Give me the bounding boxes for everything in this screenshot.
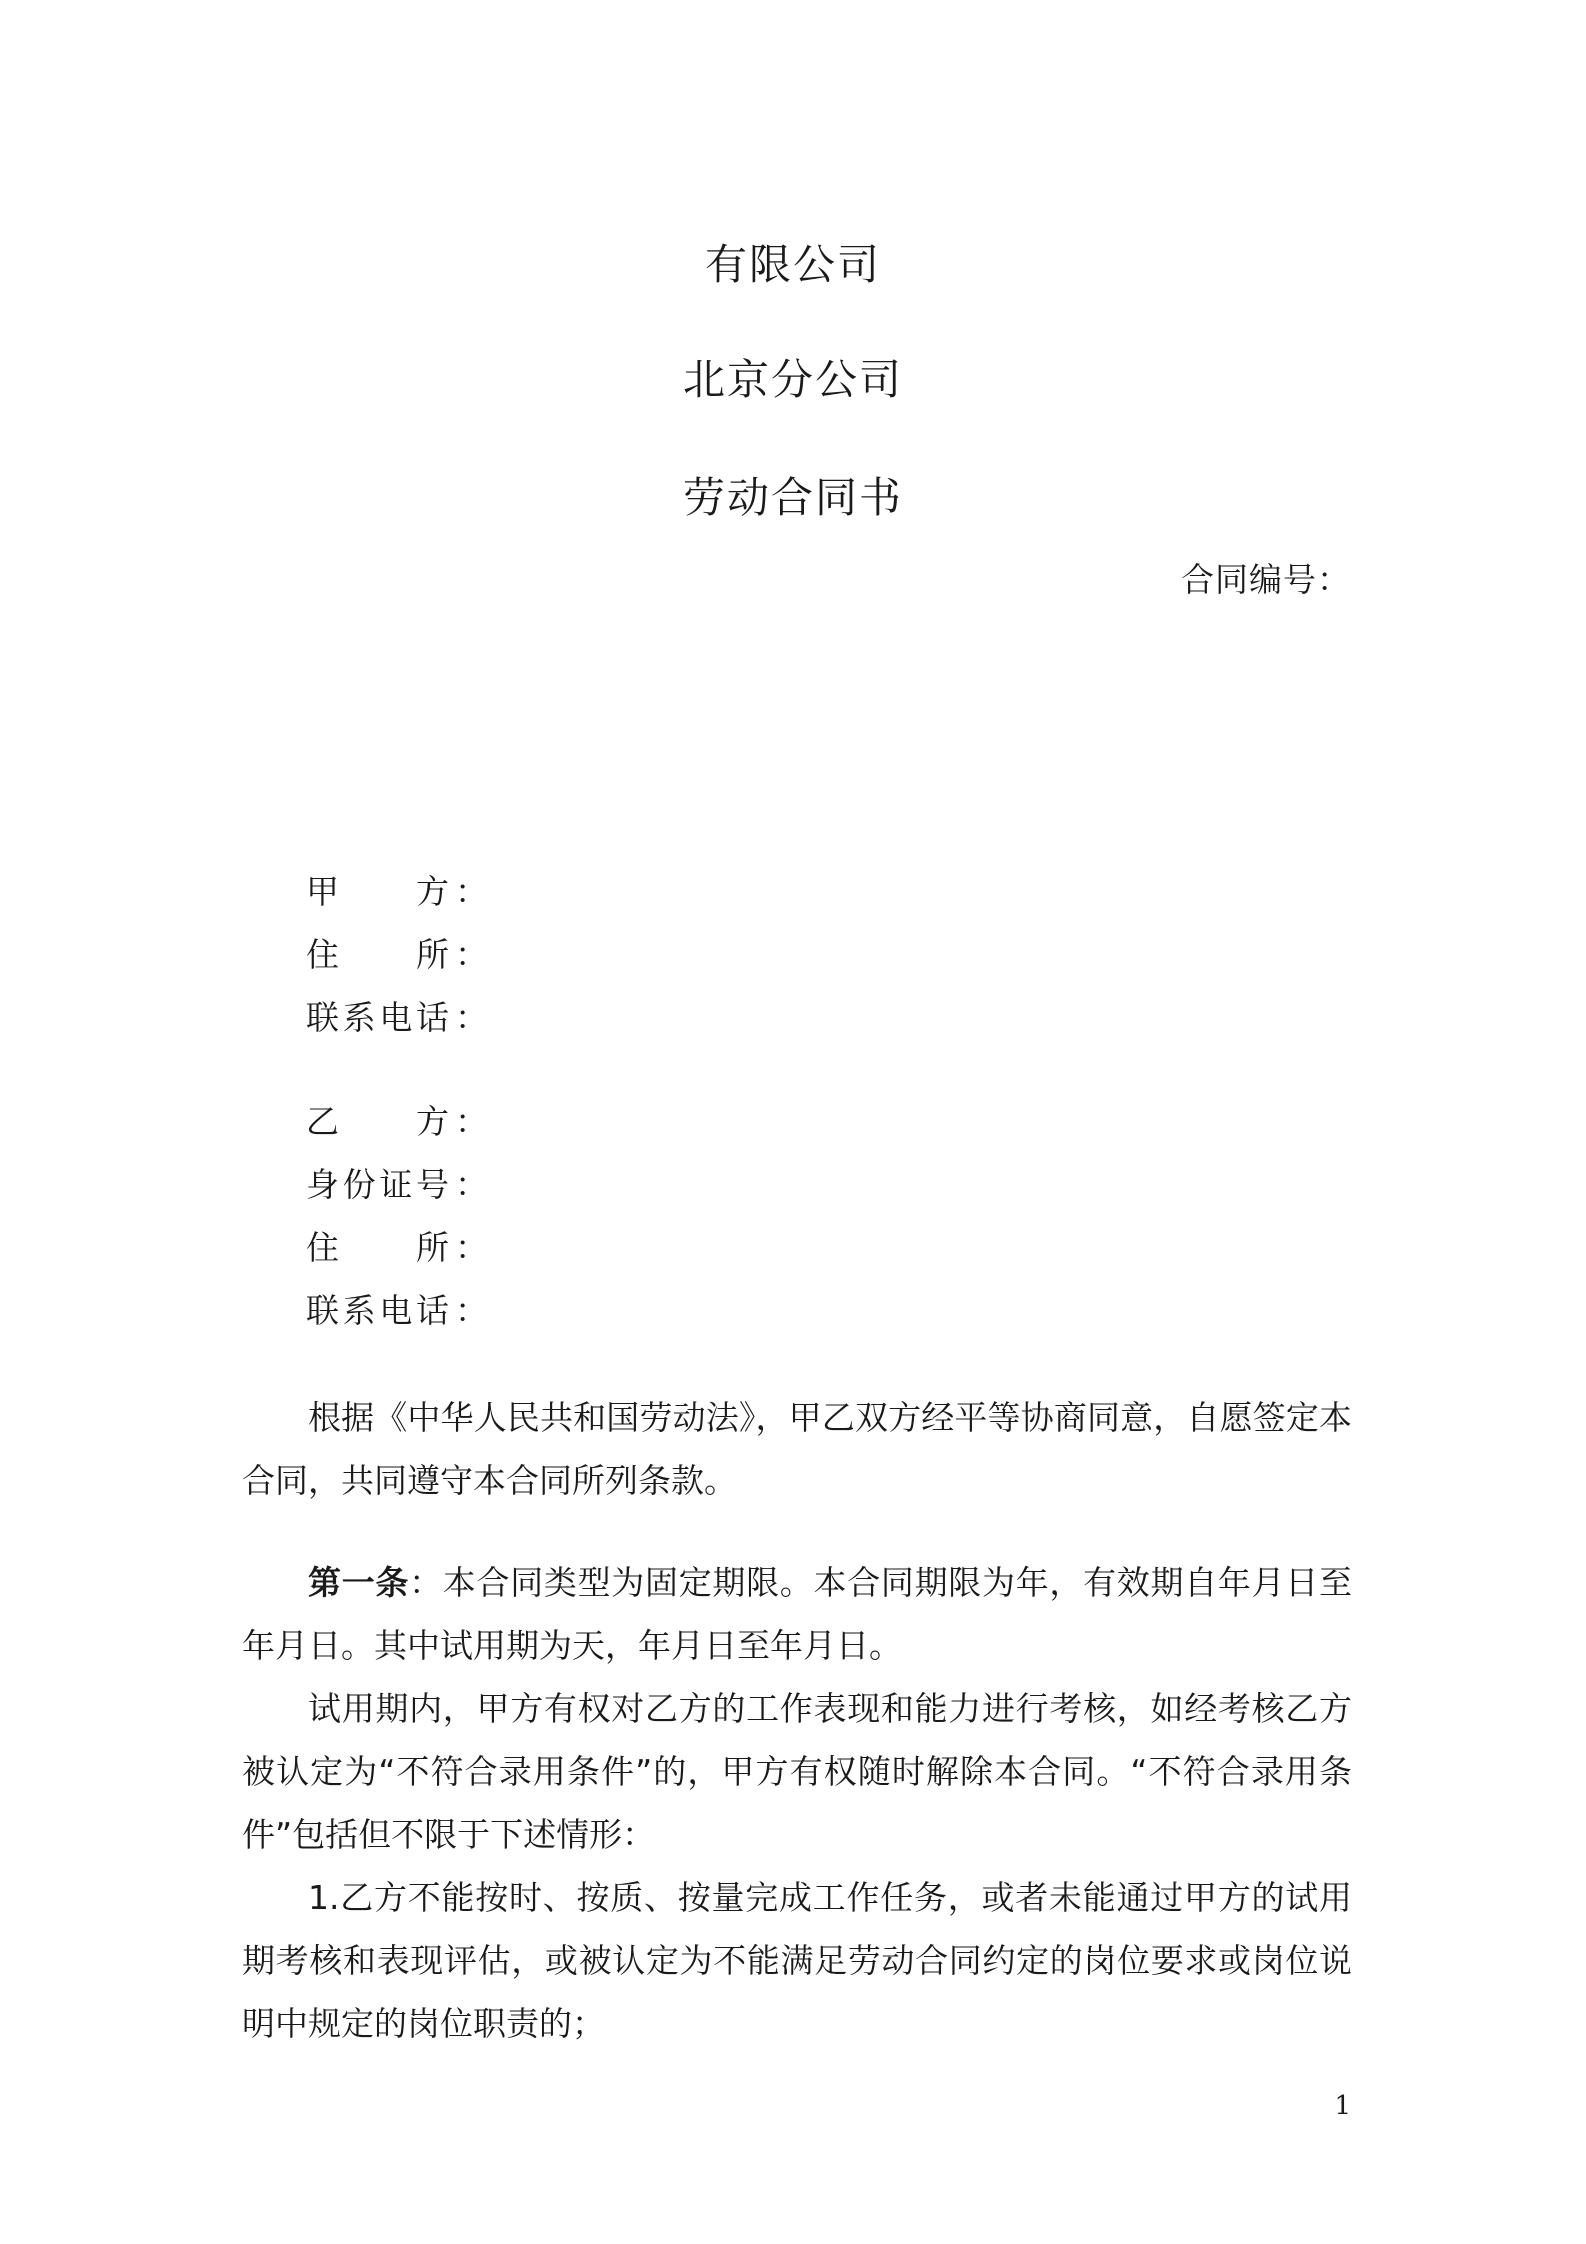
colon: ：: [455, 935, 488, 974]
party-a-phone-label: 联系电话: [306, 998, 449, 1037]
article-1-text: ：本合同类型为固定期限。本合同期限为年，有效期自年月日至年月日。其中试用期为天，年月日至年月日。: [242, 1563, 1353, 1665]
party-b-name-label: 乙方: [306, 1102, 449, 1141]
contract-number-label: 合同编号：: [1181, 560, 1351, 599]
page-number: 1: [1334, 2091, 1351, 2121]
colon: ：: [455, 1102, 488, 1141]
colon: ：: [455, 998, 488, 1037]
colon: ：: [455, 1165, 488, 1204]
company-name: 有限公司: [704, 240, 881, 289]
colon: ：: [455, 1228, 488, 1267]
item-1-paragraph: 1.乙方不能按时、按质、按量完成工作任务，或者未能通过甲方的试用期考核和表现评估，或被认定为不能满足劳动合同约定的岗位要求或岗位说明中规定的岗位职责的；: [242, 1878, 1352, 2043]
colon: ：: [455, 872, 488, 911]
party-a-name-row: [306, 868, 488, 916]
branch-name: 北京分公司: [682, 355, 903, 404]
article-1-paragraph: [242, 1551, 1352, 1677]
party-b-address-label: 住所: [306, 1228, 449, 1267]
document-title: 劳动合同书: [682, 473, 903, 522]
party-b-phone-row: [306, 1287, 488, 1335]
party-a-address-row: [306, 931, 488, 979]
party-b-phone-label: 联系电话: [306, 1291, 449, 1330]
party-a-phone-row: [306, 994, 488, 1042]
party-b-address-row: [306, 1224, 488, 1272]
probation-paragraph: 试用期内，甲方有权对乙方的工作表现和能力进行考核，如经考核乙方被认定为“不符合录用条件”的，甲方有权随时解除本合同。“不符合录用条件”包括但不限于下述情形：: [242, 1689, 1352, 1854]
party-a-address-label: 住所: [306, 935, 449, 974]
party-b-id-row: [306, 1161, 488, 1209]
party-b-id-label: 身份证号: [306, 1165, 449, 1204]
article-1-heading: 第一条: [308, 1563, 410, 1602]
party-b-name-row: [306, 1098, 488, 1146]
intro-paragraph: 根据《中华人民共和国劳动法》，甲乙双方经平等协商同意，自愿签定本合同，共同遵守本合同所列条款。: [242, 1398, 1352, 1500]
colon: ：: [455, 1291, 488, 1330]
party-a-name-label: 甲方: [306, 872, 449, 911]
